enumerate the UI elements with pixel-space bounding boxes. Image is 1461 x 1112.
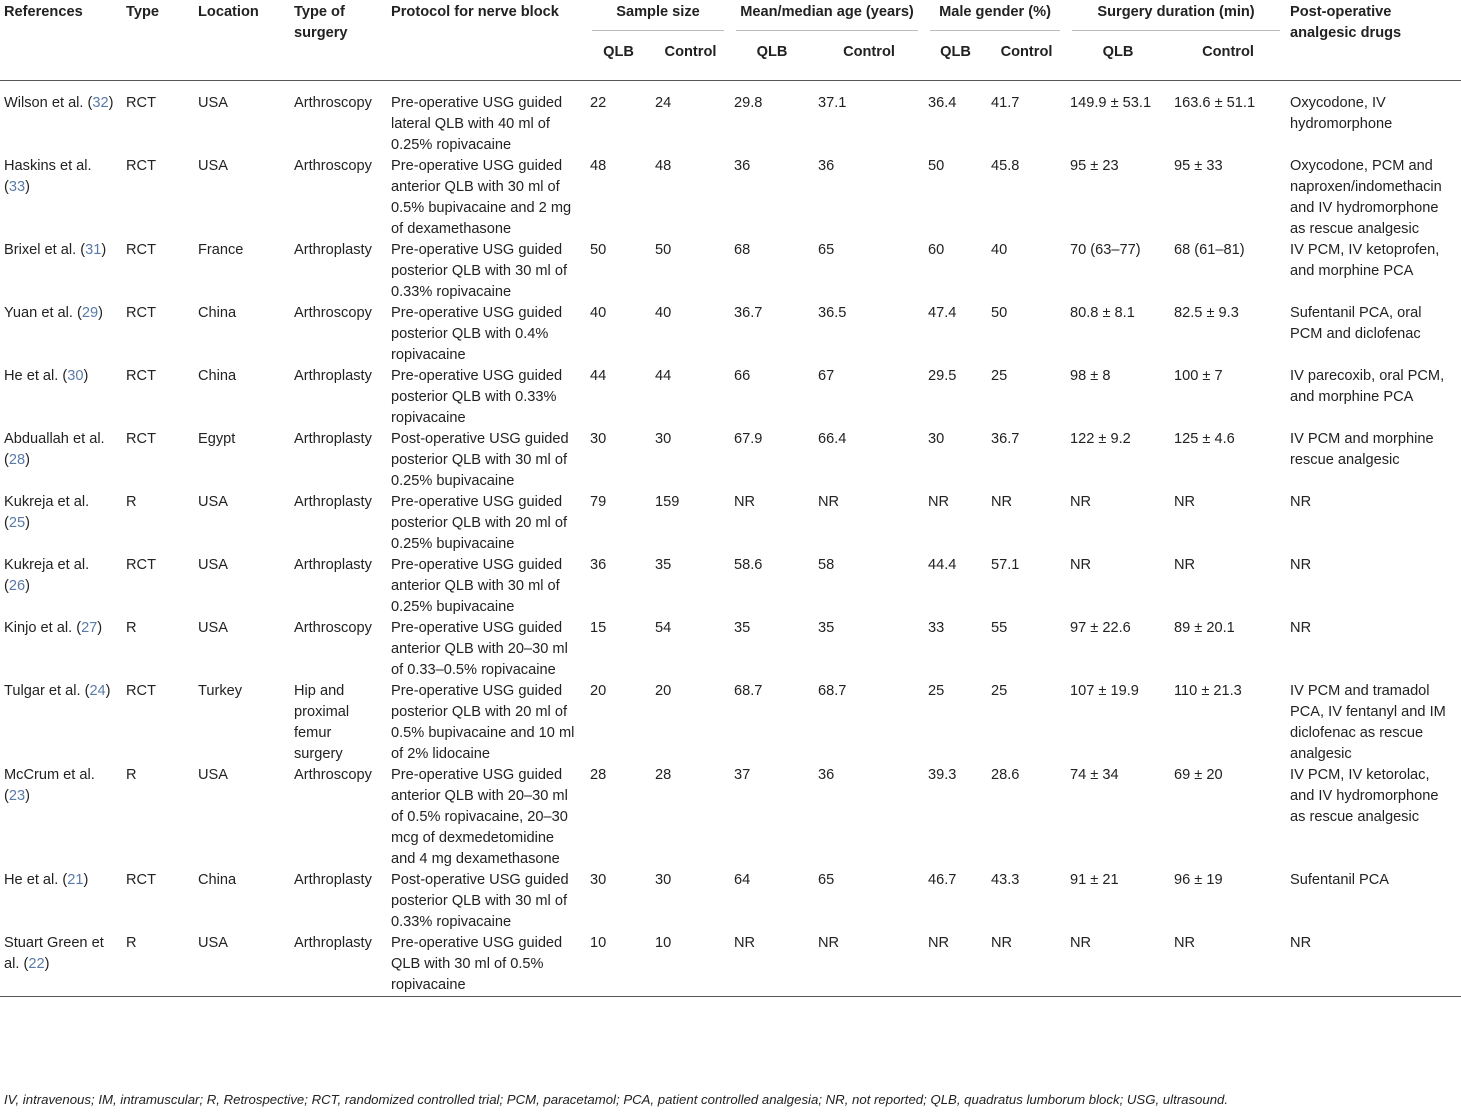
header-protocol: Protocol for nerve block (391, 4, 559, 20)
reference-close: ) (83, 368, 89, 384)
reference-author: He et al. ( (4, 872, 68, 888)
table-row (0, 240, 1461, 303)
sample-control-cell: 30 (655, 431, 672, 447)
table-header (0, 0, 1461, 81)
type-cell: RCT (126, 557, 156, 573)
table-row (0, 870, 1461, 933)
location-cell: USA (198, 95, 229, 111)
male-qlb-cell: 47.4 (928, 305, 957, 321)
location-cell: USA (198, 620, 229, 636)
table-row (0, 156, 1461, 240)
sample-control-cell: 28 (655, 767, 672, 783)
male-qlb-cell: 44.4 (928, 557, 957, 573)
surgery-type-cell: Arthroscopy (294, 620, 372, 636)
duration-control-cell: 100 ± 7 (1174, 368, 1223, 384)
reference-close: ) (25, 788, 30, 804)
citation-link[interactable]: 24 (89, 683, 106, 699)
citation-link[interactable]: 27 (81, 620, 98, 636)
duration-qlb-cell: NR (1070, 494, 1092, 510)
age-control-cell: 65 (818, 242, 835, 258)
analgesic-drugs-cell: NR (1290, 935, 1312, 951)
location-cell: USA (198, 935, 229, 951)
duration-control-cell: 95 ± 33 (1174, 158, 1223, 174)
reference-author: Stuart Green et al. ( (4, 935, 104, 972)
type-cell: R (126, 620, 137, 636)
analgesic-drugs-cell: NR (1290, 494, 1312, 510)
type-cell: R (126, 494, 137, 510)
duration-control-cell: 69 ± 20 (1174, 767, 1223, 783)
age-qlb-cell: NR (734, 494, 756, 510)
surgery-type-cell: Arthroscopy (294, 767, 372, 783)
analgesic-drugs-cell: IV parecoxib, oral PCM, and morphine PCA (1290, 368, 1445, 405)
protocol-cell: Pre-operative USG guided lateral QLB with 40 ml of 0.25% ropivacaine (391, 95, 563, 153)
reference-close: ) (108, 95, 114, 111)
reference-cell (0, 555, 122, 618)
duration-qlb-cell: 80.8 ± 8.1 (1070, 305, 1135, 321)
age-control-cell: 36 (818, 767, 835, 783)
reference-close: ) (105, 683, 111, 699)
header-location: Location (198, 4, 259, 20)
location-cell: France (198, 242, 244, 258)
male-qlb-cell: 36.4 (928, 95, 957, 111)
citation-link[interactable]: 31 (85, 242, 102, 258)
protocol-cell: Pre-operative USG guided QLB with 30 ml of 0.5% ropivacaine (391, 935, 563, 993)
duration-control-cell: 82.5 ± 9.3 (1174, 305, 1239, 321)
header-age-label: Mean/median age (years) (736, 2, 918, 31)
age-control-cell: 36 (818, 158, 835, 174)
male-control-cell: 40 (991, 242, 1008, 258)
table-row (0, 933, 1461, 997)
type-cell: RCT (126, 305, 156, 321)
age-qlb-cell: 35 (734, 620, 751, 636)
protocol-cell: Pre-operative USG guided anterior QLB with 30 ml of 0.5% bupivacaine and 2 mg of dexamethasone (391, 158, 572, 237)
location-cell: Egypt (198, 431, 236, 447)
subheader-age-control: Control (843, 44, 895, 60)
male-control-cell: 55 (991, 620, 1008, 636)
duration-qlb-cell: 95 ± 23 (1070, 158, 1119, 174)
sample-qlb-cell: 22 (590, 95, 607, 111)
age-qlb-cell: NR (734, 935, 756, 951)
table-row (0, 618, 1461, 681)
analgesic-drugs-cell: Oxycodone, IV hydromorphone (1290, 95, 1393, 132)
citation-link[interactable]: 21 (67, 872, 84, 888)
duration-control-cell: NR (1174, 557, 1196, 573)
duration-control-cell: 125 ± 4.6 (1174, 431, 1235, 447)
protocol-cell: Pre-operative USG guided posterior QLB with 0.33% ropivacaine (391, 368, 563, 426)
sample-qlb-cell: 30 (590, 431, 607, 447)
age-qlb-cell: 68 (734, 242, 751, 258)
reference-cell (0, 765, 122, 870)
subheader-sample-control: Control (664, 44, 717, 60)
age-control-cell: 65 (818, 872, 835, 888)
male-qlb-cell: 29.5 (928, 368, 957, 384)
duration-control-cell: NR (1174, 494, 1196, 510)
analgesic-drugs-cell: IV PCM and tramadol PCA, IV fentanyl and IM diclofenac as rescue analgesic (1290, 683, 1446, 762)
male-control-cell: 43.3 (991, 872, 1020, 888)
type-cell: RCT (126, 95, 156, 111)
header-sample-size (586, 0, 730, 32)
analgesic-drugs-cell: NR (1290, 620, 1312, 636)
sample-qlb-cell: 48 (590, 158, 607, 174)
duration-control-cell: NR (1174, 935, 1196, 951)
surgery-type-cell: Arthroplasty (294, 431, 372, 447)
male-control-cell: 25 (991, 683, 1008, 699)
age-qlb-cell: 29.8 (734, 95, 763, 111)
citation-link[interactable]: 25 (8, 515, 26, 531)
table-row (0, 492, 1461, 555)
male-qlb-cell: 50 (928, 158, 945, 174)
protocol-cell: Post-operative USG guided posterior QLB with 30 ml of 0.33% ropivacaine (391, 872, 569, 930)
male-control-cell: 45.8 (991, 158, 1020, 174)
type-cell: R (126, 767, 137, 783)
analgesic-drugs-cell: Oxycodone, PCM and naproxen/indomethacin and IV hydromorphone as rescue analgesic (1290, 158, 1442, 237)
sample-qlb-cell: 15 (590, 620, 607, 636)
reference-close: ) (97, 620, 103, 636)
subheader-age-qlb: QLB (756, 44, 788, 60)
age-control-cell: 68.7 (818, 683, 847, 699)
reference-cell (0, 870, 122, 933)
surgery-type-cell: Arthroplasty (294, 935, 372, 951)
sample-control-cell: 54 (655, 620, 672, 636)
duration-qlb-cell: 122 ± 9.2 (1070, 431, 1131, 447)
age-control-cell: 67 (818, 368, 835, 384)
analgesic-drugs-cell: Sufentanil PCA, oral PCM and diclofenac (1290, 305, 1422, 342)
reference-author: Kukreja et al. ( (4, 557, 90, 594)
protocol-cell: Pre-operative USG guided posterior QLB with 20 ml of 0.25% bupivacaine (391, 494, 568, 552)
sample-control-cell: 30 (655, 872, 672, 888)
table-footnote: IV, intravenous; IM, intramuscular; R, Retrospective; RCT, randomized controlled trial; PCM, paracetamol; PCA, patient controlled analgesia; NR, not reported; QLB, quadratus lumborum block; USG, ultrasound. (4, 1092, 1229, 1107)
protocol-cell: Pre-operative USG guided anterior QLB with 20–30 ml of 0.5% ropivacaine, 20–30 mcg of dexmedetomidine and 4 mg dexamethasone (391, 767, 568, 867)
location-cell: USA (198, 158, 229, 174)
type-cell: RCT (126, 431, 156, 447)
citation-link[interactable]: 32 (92, 95, 109, 111)
table-row (0, 681, 1461, 765)
header-male-gender-label: Male gender (%) (930, 2, 1060, 31)
sample-control-cell: 24 (655, 95, 672, 111)
age-control-cell: NR (818, 935, 840, 951)
citation-link[interactable]: 29 (81, 305, 99, 321)
subheader-duration-control: Control (1202, 44, 1254, 60)
reference-cell (0, 240, 122, 303)
reference-author: He et al. ( (4, 368, 68, 384)
table-row (0, 555, 1461, 618)
duration-qlb-cell: 98 ± 8 (1070, 368, 1111, 384)
analgesic-drugs-cell: IV PCM and morphine rescue analgesic (1290, 431, 1434, 468)
reference-cell (0, 303, 122, 366)
surgery-type-cell: Arthroscopy (294, 305, 372, 321)
duration-qlb-cell: 97 ± 22.6 (1070, 620, 1131, 636)
reference-close: ) (25, 452, 30, 468)
reference-close: ) (25, 578, 30, 594)
sample-qlb-cell: 50 (590, 242, 607, 258)
surgery-type-cell: Arthroplasty (294, 557, 372, 573)
table-row (0, 81, 1461, 157)
sample-qlb-cell: 20 (590, 683, 607, 699)
surgery-type-cell: Hip and proximal femur surgery (294, 683, 350, 762)
reference-author: Kinjo et al. ( (4, 620, 82, 636)
header-surgery-duration-label: Surgery duration (min) (1072, 2, 1280, 31)
protocol-cell: Pre-operative USG guided anterior QLB with 20–30 ml of 0.33–0.5% ropivacaine (391, 620, 568, 678)
duration-qlb-cell: 74 ± 34 (1070, 767, 1119, 783)
age-control-cell: 66.4 (818, 431, 847, 447)
age-qlb-cell: 67.9 (734, 431, 763, 447)
age-qlb-cell: 58.6 (734, 557, 763, 573)
duration-control-cell: 96 ± 19 (1174, 872, 1223, 888)
sample-qlb-cell: 36 (590, 557, 607, 573)
sample-control-cell: 10 (655, 935, 672, 951)
reference-cell (0, 366, 122, 429)
sample-qlb-cell: 10 (590, 935, 607, 951)
header-analgesic-drugs: Post-operative analgesic drugs (1290, 4, 1402, 41)
duration-control-cell: 110 ± 21.3 (1174, 683, 1242, 699)
type-cell: RCT (126, 683, 156, 699)
age-qlb-cell: 64 (734, 872, 751, 888)
table-row (0, 765, 1461, 870)
male-control-cell: NR (991, 935, 1013, 951)
protocol-cell: Pre-operative USG guided posterior QLB with 30 ml of 0.33% ropivacaine (391, 242, 568, 300)
sample-control-cell: 44 (655, 368, 672, 384)
reference-cell (0, 933, 122, 997)
sample-qlb-cell: 44 (590, 368, 607, 384)
citation-link[interactable]: 28 (8, 452, 26, 468)
reference-cell (0, 492, 122, 555)
analgesic-drugs-cell: IV PCM, IV ketoprofen, and morphine PCA (1290, 242, 1440, 279)
sample-control-cell: 48 (655, 158, 672, 174)
protocol-cell: Pre-operative USG guided anterior QLB with 30 ml of 0.25% bupivacaine (391, 557, 563, 615)
duration-control-cell: 163.6 ± 51.1 (1174, 95, 1256, 111)
analgesic-drugs-cell: Sufentanil PCA (1290, 872, 1390, 888)
male-qlb-cell: 46.7 (928, 872, 957, 888)
type-cell: RCT (126, 872, 156, 888)
male-control-cell: 41.7 (991, 95, 1020, 111)
sample-control-cell: 35 (655, 557, 672, 573)
table-body (0, 81, 1461, 997)
reference-close: ) (44, 956, 50, 972)
location-cell: USA (198, 767, 229, 783)
male-control-cell: 57.1 (991, 557, 1020, 573)
subheader-male-qlb: QLB (940, 44, 971, 60)
sample-qlb-cell: 40 (590, 305, 607, 321)
header-male-gender (924, 0, 1066, 32)
sample-control-cell: 50 (655, 242, 672, 258)
sample-control-cell: 20 (655, 683, 672, 699)
male-qlb-cell: 25 (928, 683, 945, 699)
location-cell: Turkey (198, 683, 243, 699)
reference-author: Wilson et al. ( (4, 95, 93, 111)
citation-link[interactable]: 26 (8, 578, 26, 594)
duration-qlb-cell: 107 ± 19.9 (1070, 683, 1139, 699)
reference-cell (0, 618, 122, 681)
location-cell: China (198, 872, 237, 888)
reference-close: ) (98, 305, 103, 321)
reference-close: ) (101, 242, 107, 258)
protocol-cell: Pre-operative USG guided posterior QLB with 20 ml of 0.5% bupivacaine and 10 ml of 2% lidocaine (391, 683, 575, 762)
duration-qlb-cell: 70 (63–77) (1070, 242, 1141, 258)
sample-qlb-cell: 30 (590, 872, 607, 888)
surgery-type-cell: Arthroplasty (294, 242, 372, 258)
male-control-cell: 36.7 (991, 431, 1020, 447)
type-cell: RCT (126, 158, 156, 174)
male-qlb-cell: NR (928, 494, 950, 510)
age-qlb-cell: 68.7 (734, 683, 763, 699)
table-row (0, 366, 1461, 429)
reference-author: Abduallah et al. ( (4, 431, 105, 468)
header-surgery-duration (1066, 0, 1286, 32)
male-control-cell: 28.6 (991, 767, 1020, 783)
header-references: References (4, 4, 83, 20)
citation-link[interactable]: 33 (8, 179, 26, 195)
header-age (730, 0, 924, 32)
duration-qlb-cell: 91 ± 21 (1070, 872, 1119, 888)
age-qlb-cell: 66 (734, 368, 751, 384)
location-cell: USA (198, 557, 229, 573)
sample-qlb-cell: 79 (590, 494, 607, 510)
analgesic-drugs-cell: IV PCM, IV ketorolac, and IV hydromorphone as rescue analgesic (1290, 767, 1439, 825)
age-control-cell: 35 (818, 620, 835, 636)
subheader-sample-qlb: QLB (603, 44, 634, 60)
sample-control-cell: 159 (655, 494, 680, 510)
reference-cell (0, 429, 122, 492)
reference-author: Brixel et al. ( (4, 242, 86, 258)
reference-author: Yuan et al. ( (4, 305, 82, 321)
table-row (0, 429, 1461, 492)
protocol-cell: Pre-operative USG guided posterior QLB with 0.4% ropivacaine (391, 305, 563, 363)
surgery-type-cell: Arthroscopy (294, 95, 372, 111)
reference-cell (0, 81, 122, 157)
reference-author: Tulgar et al. ( (4, 683, 90, 699)
age-qlb-cell: 36 (734, 158, 751, 174)
citation-link[interactable]: 22 (28, 956, 45, 972)
surgery-type-cell: Arthroplasty (294, 494, 372, 510)
table-row (0, 303, 1461, 366)
male-qlb-cell: 39.3 (928, 767, 957, 783)
subheader-duration-qlb: QLB (1102, 44, 1134, 60)
age-control-cell: NR (818, 494, 840, 510)
subheader-male-control: Control (1000, 44, 1053, 60)
analgesic-drugs-cell: NR (1290, 557, 1312, 573)
header-type: Type (126, 4, 159, 20)
age-control-cell: 37.1 (818, 95, 847, 111)
male-qlb-cell: 30 (928, 431, 945, 447)
age-qlb-cell: 36.7 (734, 305, 763, 321)
header-sample-size-label: Sample size (592, 2, 724, 31)
sample-control-cell: 40 (655, 305, 672, 321)
age-control-cell: 36.5 (818, 305, 847, 321)
reference-cell (0, 681, 122, 765)
reference-author: McCrum et al. ( (4, 767, 95, 804)
male-control-cell: NR (991, 494, 1013, 510)
male-qlb-cell: NR (928, 935, 950, 951)
surgery-type-cell: Arthroplasty (294, 368, 372, 384)
male-control-cell: 50 (991, 305, 1008, 321)
location-cell: China (198, 305, 237, 321)
reference-author: Haskins et al. ( (4, 158, 92, 195)
duration-qlb-cell: NR (1070, 935, 1092, 951)
male-qlb-cell: 33 (928, 620, 945, 636)
reference-cell (0, 156, 122, 240)
male-control-cell: 25 (991, 368, 1008, 384)
type-cell: RCT (126, 242, 156, 258)
reference-author: Kukreja et al. ( (4, 494, 90, 531)
surgery-type-cell: Arthroplasty (294, 872, 372, 888)
citation-link[interactable]: 23 (8, 788, 26, 804)
male-qlb-cell: 60 (928, 242, 945, 258)
reference-close: ) (25, 515, 30, 531)
type-cell: RCT (126, 368, 156, 384)
header-type-of-surgery: Type of surgery (294, 4, 348, 41)
location-cell: USA (198, 494, 229, 510)
age-control-cell: 58 (818, 557, 835, 573)
duration-control-cell: 68 (61–81) (1174, 242, 1245, 258)
reference-close: ) (83, 872, 89, 888)
reference-close: ) (25, 179, 30, 195)
protocol-cell: Post-operative USG guided posterior QLB with 30 ml of 0.25% bupivacaine (391, 431, 569, 489)
type-cell: R (126, 935, 137, 951)
duration-control-cell: 89 ± 20.1 (1174, 620, 1235, 636)
duration-qlb-cell: NR (1070, 557, 1092, 573)
sample-qlb-cell: 28 (590, 767, 607, 783)
age-qlb-cell: 37 (734, 767, 751, 783)
surgery-type-cell: Arthroscopy (294, 158, 372, 174)
location-cell: China (198, 368, 237, 384)
duration-qlb-cell: 149.9 ± 53.1 (1070, 95, 1152, 111)
citation-link[interactable]: 30 (67, 368, 84, 384)
